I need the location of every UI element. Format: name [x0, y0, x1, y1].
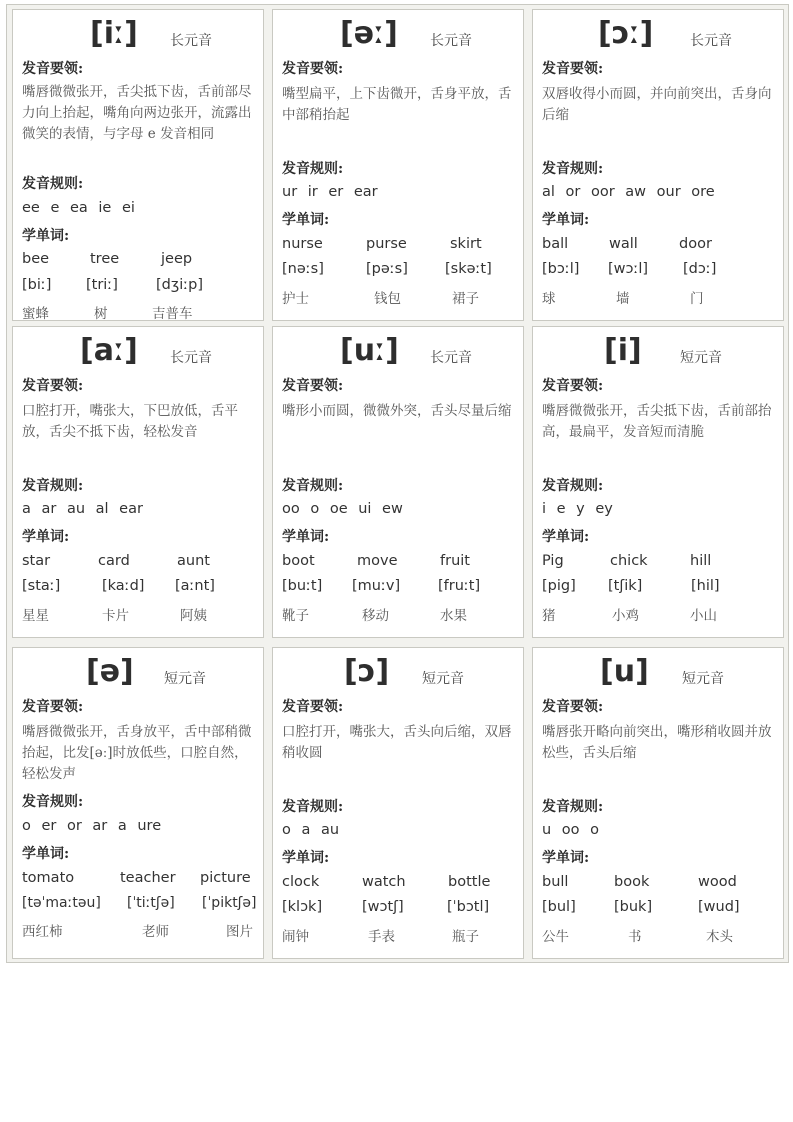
rules-label: 发音规则:: [22, 176, 84, 192]
word: purse: [366, 236, 407, 252]
phonetic-symbol: [uː]: [340, 333, 399, 368]
word: star: [22, 553, 51, 569]
vowel-type: 长元音: [430, 33, 472, 49]
word: ball: [542, 236, 569, 252]
word: move: [357, 553, 398, 569]
card-header: [22, 10, 254, 58]
meanings-row: [542, 287, 782, 307]
phonetics-chart: [6, 4, 789, 963]
rules-text: i e y ey: [542, 501, 613, 517]
meanings-row: [282, 925, 522, 945]
word-phonetic: [ˈbɔtl]: [447, 899, 490, 915]
word: wall: [609, 236, 638, 252]
word-meaning: 西红柿: [22, 924, 63, 940]
word: bottle: [448, 874, 491, 890]
phonetic-symbol: [aː]: [80, 333, 138, 368]
words-label: 学单词:: [542, 212, 590, 228]
word-phonetic: [ˈtiːtʃə]: [127, 895, 175, 911]
phonetic-symbol: [u]: [600, 654, 649, 689]
phonetic-symbol: [ɔː]: [598, 16, 654, 51]
tips-text: 嘴唇微微张开，舌尖抵下齿，舌前部抬高，最扁平，发音短而清脆: [542, 403, 772, 440]
phonetics-row: [22, 895, 262, 915]
word: bee: [22, 251, 50, 267]
word-phonetic: [staː]: [22, 578, 61, 594]
word-meaning: 墙: [616, 291, 630, 307]
word-meaning: 小山: [690, 608, 717, 624]
rules-label: 发音规则:: [282, 161, 344, 177]
word-meaning: 裙子: [452, 291, 479, 307]
rules-text: o a au: [282, 822, 340, 838]
word-meaning: 瓶子: [452, 929, 479, 945]
word-phonetic: [dɔː]: [683, 261, 717, 277]
words-label: 学单词:: [282, 850, 330, 866]
word-meaning: 蜜蜂: [22, 306, 49, 322]
word: nurse: [282, 236, 323, 252]
vowel-type: 短元音: [680, 350, 722, 366]
word-meaning: 护士: [282, 291, 309, 307]
word: boot: [282, 553, 315, 569]
word-phonetic: [kaːd]: [102, 578, 145, 594]
vowel-card-long-or: [532, 9, 784, 321]
word-meaning: 小鸡: [612, 608, 639, 624]
word: skirt: [450, 236, 482, 252]
word: clock: [282, 874, 320, 890]
phonetic-symbol: [iː]: [90, 16, 138, 51]
meanings-row: [22, 302, 262, 322]
word-meaning: 书: [628, 929, 642, 945]
vowel-type: 短元音: [422, 671, 464, 687]
phonetic-symbol: [i]: [604, 333, 642, 368]
word-phonetic: [biː]: [22, 277, 52, 293]
word-meaning: 吉普车: [152, 306, 193, 322]
word-phonetic: [wɔːl]: [608, 261, 649, 277]
words-label: 学单词:: [282, 212, 330, 228]
word-phonetic: [wɔtʃ]: [362, 899, 404, 915]
vowel-card-short-u: [532, 647, 784, 959]
tips-label: 发音要领:: [22, 378, 84, 394]
words-row: [542, 874, 782, 894]
phonetics-row: [282, 578, 522, 598]
word-phonetic: [tʃik]: [608, 578, 643, 594]
word-meaning: 移动: [362, 608, 389, 624]
meanings-row: [22, 604, 262, 624]
word-phonetic: [təˈmaːtəu]: [22, 895, 101, 911]
word-phonetic: [bul]: [542, 899, 576, 915]
rules-label: 发音规则:: [282, 799, 344, 815]
word: book: [614, 874, 650, 890]
phonetics-row: [282, 261, 522, 281]
vowel-card-long-ar: [12, 326, 264, 638]
word: aunt: [177, 553, 210, 569]
tips-label: 发音要领:: [282, 378, 344, 394]
words-row: [542, 553, 782, 573]
words-row: [22, 251, 262, 271]
phonetics-row: [542, 899, 782, 919]
rules-text: o er or ar a ure: [22, 818, 162, 834]
word-phonetic: [buːt]: [282, 578, 323, 594]
word: chick: [610, 553, 648, 569]
word: wood: [698, 874, 737, 890]
vowel-type: 短元音: [682, 671, 724, 687]
words-label: 学单词:: [542, 529, 590, 545]
card-header: [282, 10, 514, 58]
meanings-row: [542, 925, 782, 945]
word: hill: [690, 553, 712, 569]
word-meaning: 图片: [226, 924, 253, 940]
words-row: [22, 553, 262, 573]
word-phonetic: [aːnt]: [175, 578, 215, 594]
card-header: [542, 648, 774, 696]
phonetics-row: [282, 899, 522, 919]
vowel-card-short-schwa: [12, 647, 264, 959]
word-meaning: 水果: [440, 608, 467, 624]
word: watch: [362, 874, 406, 890]
rules-label: 发音规则:: [22, 794, 84, 810]
words-label: 学单词:: [282, 529, 330, 545]
word-phonetic: [wud]: [698, 899, 740, 915]
vowel-card-short-o: [272, 647, 524, 959]
phonetic-symbol: [əː]: [340, 16, 398, 51]
vowel-type: 长元音: [430, 350, 472, 366]
tips-label: 发音要领:: [542, 61, 604, 77]
meanings-row: [22, 920, 262, 940]
vowel-card-long-er: [272, 9, 524, 321]
tips-text: 口腔打开，嘴张大，舌头向后缩，双唇稍收圆: [282, 724, 512, 761]
word-phonetic: [triː]: [86, 277, 118, 293]
word-meaning: 阿姨: [180, 608, 207, 624]
word-meaning: 猪: [542, 608, 556, 624]
word-meaning: 星星: [22, 608, 49, 624]
vowel-type: 短元音: [164, 671, 206, 687]
meanings-row: [282, 604, 522, 624]
card-header: [542, 10, 774, 58]
phonetic-symbol: [ə]: [86, 654, 134, 689]
words-label: 学单词:: [22, 846, 70, 862]
words-label: 学单词:: [542, 850, 590, 866]
word: card: [98, 553, 130, 569]
words-row: [22, 870, 262, 890]
rules-text: u oo o: [542, 822, 600, 838]
phonetic-symbol: [ɔ]: [344, 654, 390, 689]
word-meaning: 公牛: [542, 929, 569, 945]
word-phonetic: [nəːs]: [282, 261, 324, 277]
vowel-type: 长元音: [170, 33, 212, 49]
rules-label: 发音规则:: [22, 478, 84, 494]
word-meaning: 球: [542, 291, 556, 307]
words-label: 学单词:: [22, 529, 70, 545]
words-row: [542, 236, 782, 256]
word-phonetic: [hil]: [691, 578, 720, 594]
phonetics-row: [542, 261, 782, 281]
word-meaning: 树: [94, 306, 108, 322]
meanings-row: [282, 287, 522, 307]
word-meaning: 卡片: [102, 608, 129, 624]
word-meaning: 闹钟: [282, 929, 309, 945]
word-meaning: 门: [690, 291, 704, 307]
word-phonetic: [fruːt]: [438, 578, 481, 594]
vowel-card-short-i: [532, 326, 784, 638]
vowel-card-long-ee: [12, 9, 264, 321]
vowel-type: 长元音: [170, 350, 212, 366]
word-phonetic: [klɔk]: [282, 899, 323, 915]
card-header: [542, 327, 774, 375]
rules-text: ee e ea ie ei: [22, 200, 135, 216]
words-label: 学单词:: [22, 228, 70, 244]
rules-text: oo o oe ui ew: [282, 501, 403, 517]
word: tomato: [22, 870, 75, 886]
words-row: [282, 874, 522, 894]
tips-text: 口腔打开，嘴张大，下巴放低，舌平放，舌尖不抵下齿，轻松发音: [22, 403, 238, 440]
tips-label: 发音要领:: [542, 699, 604, 715]
tips-label: 发音要领:: [282, 61, 344, 77]
phonetics-row: [22, 578, 262, 598]
rules-label: 发音规则:: [542, 478, 604, 494]
phonetics-row: [542, 578, 782, 598]
tips-label: 发音要领:: [22, 61, 84, 77]
word-phonetic: [buk]: [614, 899, 653, 915]
word: teacher: [120, 870, 176, 886]
words-row: [282, 553, 522, 573]
word: door: [679, 236, 712, 252]
rules-label: 发音规则:: [542, 799, 604, 815]
word-meaning: 靴子: [282, 608, 309, 624]
tips-label: 发音要领:: [22, 699, 84, 715]
word-phonetic: [pig]: [542, 578, 576, 594]
word-phonetic: [dʒiːp]: [156, 277, 204, 293]
vowel-card-long-oo: [272, 326, 524, 638]
word-meaning: 木头: [706, 929, 733, 945]
phonetics-row: [22, 277, 262, 297]
word-phonetic: [ˈpiktʃə]: [202, 895, 257, 911]
card-header: [22, 648, 254, 696]
word-meaning: 手表: [368, 929, 395, 945]
tips-label: 发音要领:: [282, 699, 344, 715]
word: tree: [90, 251, 120, 267]
tips-text: 嘴唇张开略向前突出，嘴形稍收圆并放松些，舌头后缩: [542, 724, 772, 761]
rules-label: 发音规则:: [542, 161, 604, 177]
word: bull: [542, 874, 569, 890]
card-header: [282, 327, 514, 375]
word-meaning: 老师: [142, 924, 169, 940]
rules-text: a ar au al ear: [22, 501, 143, 517]
word: picture: [200, 870, 251, 886]
tips-text: 嘴形小而圆，微微外突，舌头尽量后缩: [282, 403, 512, 419]
words-row: [282, 236, 522, 256]
word-phonetic: [bɔːl]: [542, 261, 580, 277]
card-header: [282, 648, 514, 696]
rules-text: al or oor aw our ore: [542, 184, 715, 200]
tips-text: 双唇收得小而圆，并向前突出，舌身向后缩: [542, 86, 772, 123]
card-header: [22, 327, 254, 375]
tips-text: 嘴唇微微张开，舌尖抵下齿，舌前部尽力向上抬起，嘴角向两边张开，流露出微笑的表情，与字母 e 发音相同: [22, 84, 252, 142]
rules-label: 发音规则:: [282, 478, 344, 494]
word: Pig: [542, 553, 564, 569]
tips-text: 嘴型扁平，上下齿微开，舌身平放，舌中部稍抬起: [282, 86, 512, 123]
tips-text: 嘴唇微微张开，舌身放平，舌中部稍微抬起，比发[əː]时放低些，口腔自然，轻松发声: [22, 724, 252, 782]
word-meaning: 钱包: [374, 291, 401, 307]
word-phonetic: [skəːt]: [445, 261, 492, 277]
word: fruit: [440, 553, 470, 569]
tips-label: 发音要领:: [542, 378, 604, 394]
vowel-type: 长元音: [690, 33, 732, 49]
rules-text: ur ir er ear: [282, 184, 378, 200]
word-phonetic: [muːv]: [352, 578, 401, 594]
word-phonetic: [pəːs]: [366, 261, 408, 277]
word: jeep: [161, 251, 193, 267]
meanings-row: [542, 604, 782, 624]
